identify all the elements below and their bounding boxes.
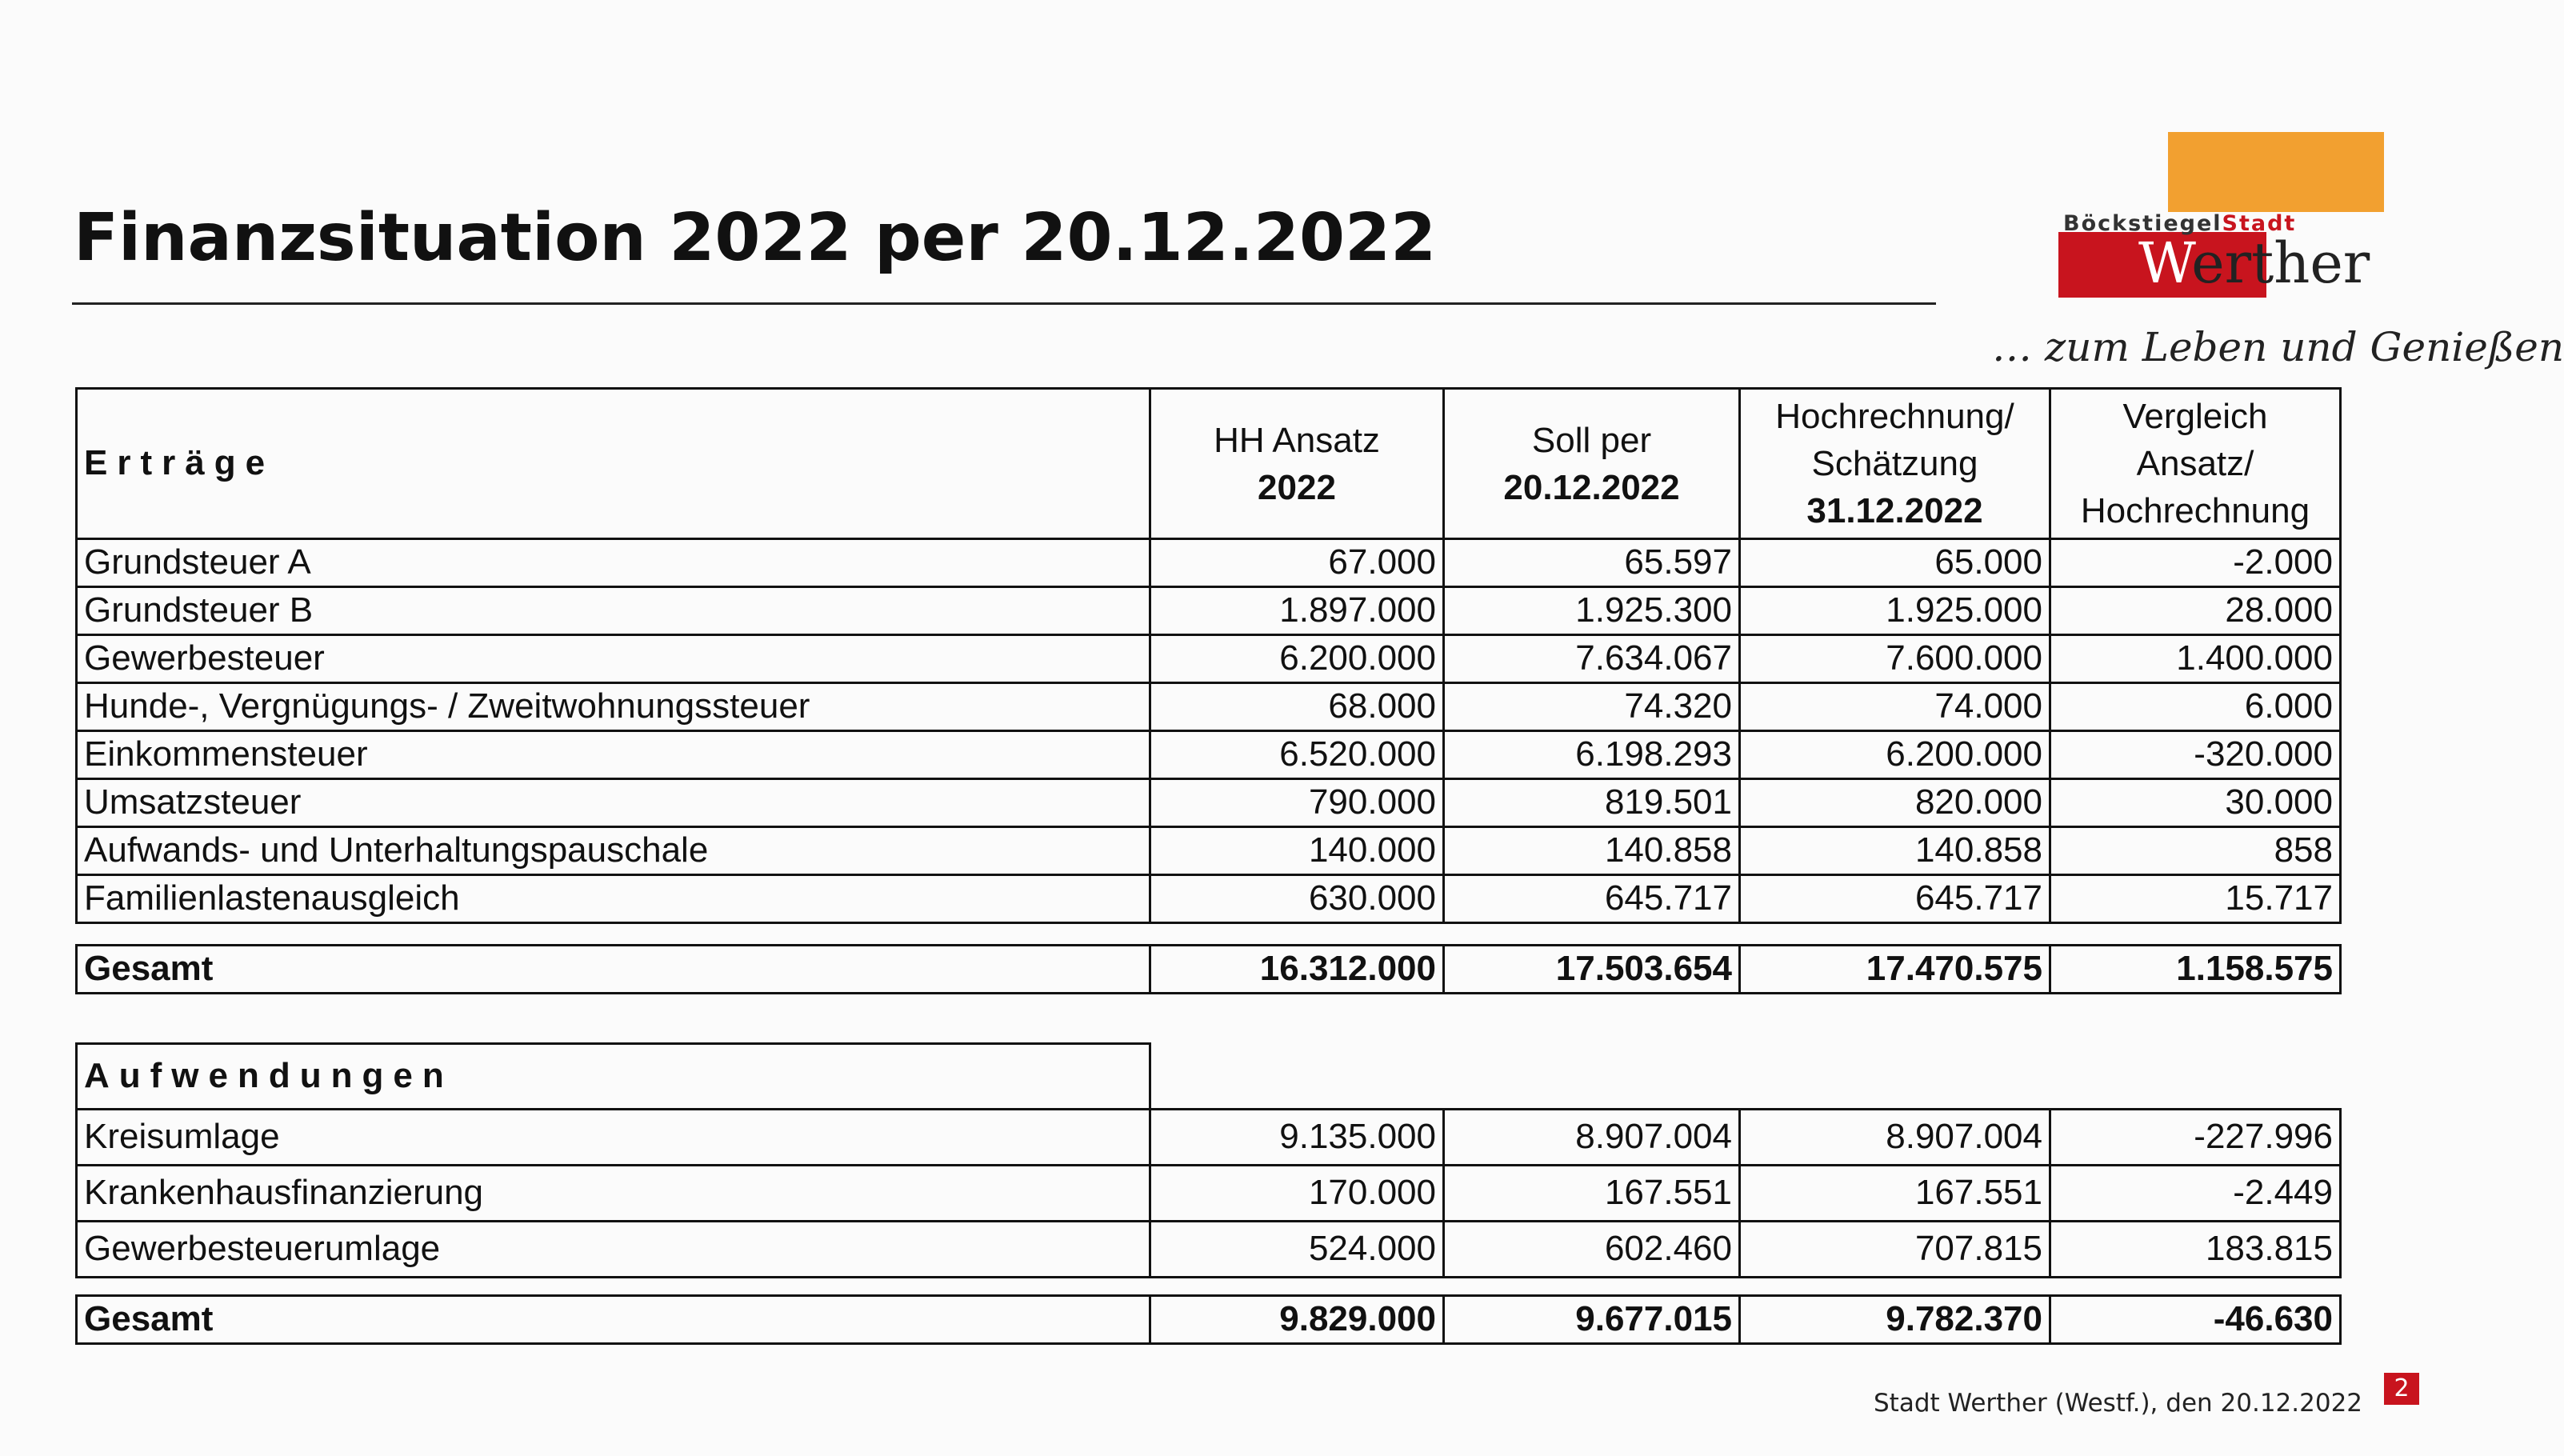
ertraege-total-row bbox=[77, 946, 2341, 994]
total-label: Gesamt bbox=[77, 1296, 1150, 1344]
aufwendungen-heading: Aufwendungen bbox=[77, 1044, 1150, 1110]
empty-header-space bbox=[1150, 1044, 2341, 1110]
table-row bbox=[77, 683, 2341, 731]
row-value: 1.400.000 bbox=[2050, 635, 2341, 683]
total-value: 16.312.000 bbox=[1150, 946, 1444, 994]
row-value: 6.520.000 bbox=[1150, 731, 1444, 779]
row-value: 790.000 bbox=[1150, 779, 1444, 827]
row-value: 9.135.000 bbox=[1150, 1110, 1444, 1166]
ertraege-heading: Erträge bbox=[77, 389, 1150, 539]
table-row bbox=[77, 587, 2341, 635]
total-value: 17.503.654 bbox=[1444, 946, 1740, 994]
row-value: -2.000 bbox=[2050, 539, 2341, 587]
row-value: 68.000 bbox=[1150, 683, 1444, 731]
row-value: 8.907.004 bbox=[1740, 1110, 2050, 1166]
row-value: 30.000 bbox=[2050, 779, 2341, 827]
col-header-vergleich: Vergleich Ansatz/ Hochrechnung bbox=[2050, 389, 2341, 539]
row-value: 65.000 bbox=[1740, 539, 2050, 587]
row-value: 819.501 bbox=[1444, 779, 1740, 827]
row-value: 1.897.000 bbox=[1150, 587, 1444, 635]
row-value: 858 bbox=[2050, 827, 2341, 875]
row-value: 170.000 bbox=[1150, 1166, 1444, 1222]
table-row bbox=[77, 539, 2341, 587]
row-label: Grundsteuer A bbox=[77, 539, 1150, 587]
row-value: 28.000 bbox=[2050, 587, 2341, 635]
row-label: Gewerbesteuer bbox=[77, 635, 1150, 683]
aufwendungen-heading-row bbox=[77, 1044, 2341, 1110]
row-value: 6.000 bbox=[2050, 683, 2341, 731]
row-value: 1.925.300 bbox=[1444, 587, 1740, 635]
ertraege-total-table bbox=[75, 944, 2342, 994]
footer-text: Stadt Werther (Westf.), den 20.12.2022 bbox=[1874, 1389, 2363, 1418]
total-value: 1.158.575 bbox=[2050, 946, 2341, 994]
row-label: Krankenhausfinanzierung bbox=[77, 1166, 1150, 1222]
row-value: 6.198.293 bbox=[1444, 731, 1740, 779]
page-title: Finanzsituation 2022 per 20.12.2022 bbox=[74, 200, 1437, 276]
row-label: Hunde-, Vergnügungs- / Zweitwohnungssteuer bbox=[77, 683, 1150, 731]
title-divider bbox=[72, 302, 1936, 305]
total-value: -46.630 bbox=[2050, 1296, 2341, 1344]
logo-city-name: Werther bbox=[2138, 230, 2370, 296]
row-label: Grundsteuer B bbox=[77, 587, 1150, 635]
row-value: 140.858 bbox=[1444, 827, 1740, 875]
row-label: Familienlastenausgleich bbox=[77, 875, 1150, 923]
row-value: 820.000 bbox=[1740, 779, 2050, 827]
row-value: 1.925.000 bbox=[1740, 587, 2050, 635]
total-value: 9.829.000 bbox=[1150, 1296, 1444, 1344]
table-row bbox=[77, 1110, 2341, 1166]
row-value: 15.717 bbox=[2050, 875, 2341, 923]
row-value: 6.200.000 bbox=[1150, 635, 1444, 683]
col-header-hh-ansatz: HH Ansatz 2022 bbox=[1150, 389, 1444, 539]
table-row bbox=[77, 731, 2341, 779]
city-logo bbox=[2036, 112, 2388, 312]
row-label: Einkommensteuer bbox=[77, 731, 1150, 779]
row-value: 8.907.004 bbox=[1444, 1110, 1740, 1166]
row-value: 7.600.000 bbox=[1740, 635, 2050, 683]
row-value: 645.717 bbox=[1740, 875, 2050, 923]
row-value: 167.551 bbox=[1444, 1166, 1740, 1222]
table-row bbox=[77, 827, 2341, 875]
logo-brand-text: BöckstiegelStadt bbox=[2063, 211, 2297, 236]
logo-skyline-block bbox=[2168, 132, 2384, 212]
aufwendungen-total-row bbox=[77, 1296, 2341, 1344]
row-value: -227.996 bbox=[2050, 1110, 2341, 1166]
row-label: Aufwands- und Unterhaltungspauschale bbox=[77, 827, 1150, 875]
row-value: 167.551 bbox=[1740, 1166, 2050, 1222]
col-header-soll: Soll per 20.12.2022 bbox=[1444, 389, 1740, 539]
page-number-badge: 2 bbox=[2384, 1373, 2419, 1405]
row-value: 602.460 bbox=[1444, 1222, 1740, 1278]
aufwendungen-total-table bbox=[75, 1294, 2342, 1345]
row-value: 645.717 bbox=[1444, 875, 1740, 923]
row-value: 7.634.067 bbox=[1444, 635, 1740, 683]
table-row bbox=[77, 875, 2341, 923]
row-value: 67.000 bbox=[1150, 539, 1444, 587]
row-value: 630.000 bbox=[1150, 875, 1444, 923]
total-value: 9.677.015 bbox=[1444, 1296, 1740, 1344]
row-label: Umsatzsteuer bbox=[77, 779, 1150, 827]
row-label: Gewerbesteuerumlage bbox=[77, 1222, 1150, 1278]
row-value: -320.000 bbox=[2050, 731, 2341, 779]
row-label: Kreisumlage bbox=[77, 1110, 1150, 1166]
row-value: 140.858 bbox=[1740, 827, 2050, 875]
row-value: 74.000 bbox=[1740, 683, 2050, 731]
table-header-row bbox=[77, 389, 2341, 539]
table-row bbox=[77, 1166, 2341, 1222]
total-label: Gesamt bbox=[77, 946, 1150, 994]
row-value: 140.000 bbox=[1150, 827, 1444, 875]
row-value: 707.815 bbox=[1740, 1222, 2050, 1278]
total-value: 17.470.575 bbox=[1740, 946, 2050, 994]
row-value: -2.449 bbox=[2050, 1166, 2341, 1222]
table-row bbox=[77, 1222, 2341, 1278]
row-value: 6.200.000 bbox=[1740, 731, 2050, 779]
row-value: 74.320 bbox=[1444, 683, 1740, 731]
col-header-hochrechnung: Hochrechnung/ Schätzung 31.12.2022 bbox=[1740, 389, 2050, 539]
aufwendungen-table bbox=[75, 1042, 2342, 1278]
total-value: 9.782.370 bbox=[1740, 1296, 2050, 1344]
row-value: 183.815 bbox=[2050, 1222, 2341, 1278]
slogan: … zum Leben und Genießen bbox=[1992, 324, 2564, 370]
ertraege-table bbox=[75, 387, 2342, 924]
table-row bbox=[77, 635, 2341, 683]
row-value: 65.597 bbox=[1444, 539, 1740, 587]
row-value: 524.000 bbox=[1150, 1222, 1444, 1278]
table-row bbox=[77, 779, 2341, 827]
